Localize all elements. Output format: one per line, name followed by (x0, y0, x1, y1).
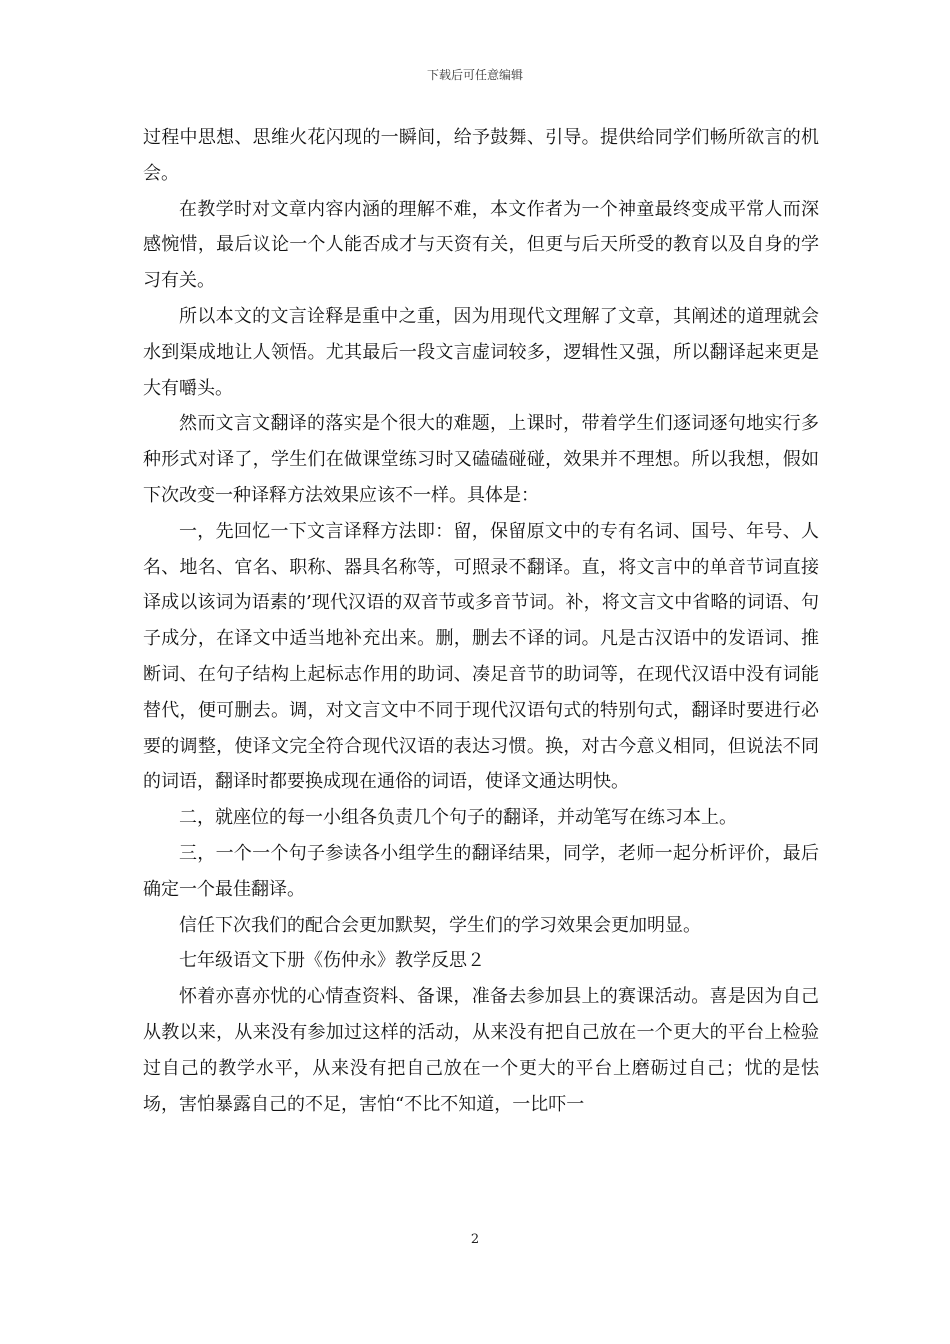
document-body (143, 120, 819, 1122)
paragraph-7: 三，一个一个句子参读各小组学生的翻译结果，同学，老师一起分析评价，最后确定一个最佳翻译。 (143, 842, 819, 900)
paragraph-10: 怀着亦喜亦忧的心情查资料、备课，准备去参加县上的赛课活动。喜是因为自己从教以来，从来没有参加过这样的活动，从来没有把自己放在一个更大的平台上检验过自己的教学水平，从来没有把自己放在一个更大的平台上磨砺过自己；忧的是怯场，害怕暴露自己的不足，害怕“不比不知道，一比吓一 (143, 986, 819, 1115)
paragraph-6: 二，就座位的每一小组各负责几个句子的翻译，并动笔写在练习本上。 (179, 807, 737, 829)
page-number: 2 (470, 1232, 480, 1247)
paragraph-1: 过程中思想、思维火花闪现的一瞬间，给予鼓舞、引导。提供给同学们畅所欲言的机会。 (143, 127, 819, 184)
paragraph-5: 一，先回忆一下文言译释方法即：留，保留原文中的专有名词、国号、年号、人名、地名、官名、职称、器具名称等，可照录不翻译。直，将文言中的单音节词直接译成以该词为语素的’现代汉语的双音节或多音节词。补，将文言文中省略的词语、句子成分，在译文中适当地补充出来。删，删去不译的词。凡是古汉语中的发语词、推断词、在句子结构上起标志作用的助词、凑足音节的助词等，在现代汉语中没有词能替代，便可删去。调，对文言文中不同于现代汉语句式的特别句式，翻译时要进行必要的调整，使译文完全符合现代汉语的表达习惯。换，对古今意义相同，但说法不同的词语，翻译时都要换成现在通俗的词语，使译文通达明快。 (143, 520, 819, 793)
paragraph-8: 信任下次我们的配合会更加默契，学生们的学习效果会更加明显。 (179, 914, 701, 936)
paragraph-3: 所以本文的文言诠释是重中之重，因为用现代文理解了文章，其阐述的道理就会水到渠成地让人领悟。尤其最后一段文言虚词较多，逻辑性又强，所以翻译起来更是大有嚼头。 (143, 305, 819, 399)
paragraph-4: 然而文言文翻译的落实是个很大的难题，上课时，带着学生们逐词逐句地实行多种形式对译了，学生们在做课堂练习时又磕磕碰碰，效果并不理想。所以我想，假如下次改变一种译释方法效果应该不一样。具体是： (143, 413, 819, 506)
paragraph-2: 在教学时对文章内容内涵的理解不难，本文作者为一个神童最终变成平常人而深感惋惜，最后议论一个人能否成才与天资有关，但更与后天所受的教育以及自身的学习有关。 (143, 198, 819, 292)
section-title: 七年级语文下册《伤仲永》教学反思２ (179, 950, 485, 972)
page-header-note: 下载后可任意编辑 (426, 68, 523, 82)
